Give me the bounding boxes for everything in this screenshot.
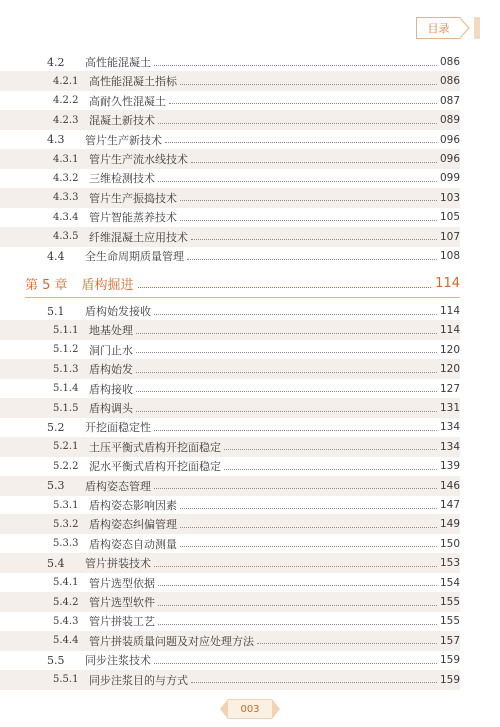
toc-leader-dots — [154, 65, 437, 66]
toc-leader-dots — [154, 488, 437, 489]
toc-entry-number: 4.3.5 — [53, 231, 79, 243]
toc-leader-dots — [154, 663, 437, 664]
toc-leader-dots — [158, 123, 437, 124]
toc-entry-number: 5.4.1 — [53, 577, 79, 589]
toc-leader-dots — [257, 643, 437, 644]
toc-entry-page: 114 — [439, 305, 460, 317]
toc-entry-number: 5.3.2 — [53, 518, 79, 530]
toc-entry[interactable] — [0, 227, 460, 247]
toc-entry-page: 155 — [439, 615, 460, 628]
toc-entry-title: 管片拼装技术 — [85, 557, 151, 571]
toc-leader-dots — [224, 469, 437, 470]
chapter-title: 盾构掘进 — [81, 277, 134, 293]
page-number: 003 — [240, 703, 260, 715]
toc-entry[interactable] — [0, 631, 460, 651]
toc-entry[interactable] — [0, 495, 460, 515]
toc-entry-number: 5.3.1 — [53, 499, 79, 511]
toc-entry[interactable] — [0, 340, 460, 360]
toc-entry-title: 盾构姿态管理 — [85, 479, 151, 493]
toc-entry-number: 4.3 — [47, 133, 65, 147]
toc-entry-title: 开挖面稳定性 — [85, 421, 151, 435]
toc-leader-dots — [136, 391, 437, 392]
toc-leader-dots — [158, 181, 437, 182]
toc-entry-page: 096 — [439, 153, 460, 165]
toc-entry-page: 114 — [439, 324, 460, 337]
toc-leader-dots — [180, 508, 437, 509]
toc-leader-dots — [191, 682, 437, 683]
chapter-divider — [25, 297, 460, 298]
chapter-number: 第 5 章 — [25, 277, 68, 293]
toc-leader-dots — [158, 624, 437, 625]
toc-entry[interactable] — [0, 188, 460, 208]
toc-leader-dots — [180, 84, 437, 85]
toc-entry-page: 157 — [439, 634, 460, 647]
toc-leader-dots — [191, 162, 437, 163]
toc-entry-number: 4.2 — [47, 55, 65, 69]
toc-entry-number: 5.4.2 — [53, 596, 79, 608]
toc-entry[interactable] — [0, 456, 460, 476]
toc-entry-title: 管片生产振捣技术 — [89, 191, 177, 205]
toc-entry-page: 139 — [439, 460, 460, 473]
toc-entry-number: 5.2.2 — [53, 460, 79, 472]
toc-entry[interactable] — [0, 398, 460, 418]
toc-entry-title: 三维检测技术 — [89, 172, 155, 186]
toc-entry-number: 5.1.5 — [53, 402, 79, 414]
toc-leader-dots — [154, 314, 437, 315]
toc-entry-page: 146 — [439, 479, 460, 492]
toc-entry-title: 盾构姿态自动测量 — [89, 537, 177, 551]
toc-entry[interactable] — [0, 379, 460, 399]
toc-entry[interactable] — [0, 592, 460, 612]
chapter-5-heading[interactable] — [25, 271, 460, 295]
toc-entry-number: 5.5 — [47, 653, 65, 667]
toc-entry-number: 5.5.1 — [53, 674, 79, 686]
toc-entry[interactable] — [0, 149, 460, 169]
toc-entry-title: 管片选型软件 — [89, 596, 155, 609]
toc-leader-dots — [169, 103, 437, 104]
toc-entry-title: 高耐久性混凝土 — [89, 94, 166, 108]
toc-leader-dots — [158, 605, 437, 606]
page-number-badge — [228, 699, 272, 719]
toc-entry-title: 全生命周期质量管理 — [85, 250, 184, 263]
toc-entry-number: 5.2.1 — [53, 441, 79, 453]
toc-entry-title: 洞门止水 — [89, 343, 133, 357]
toc-entry-page: 159 — [439, 673, 460, 686]
header-stripe — [474, 17, 480, 39]
toc-entry-number: 4.4 — [47, 249, 65, 263]
toc-entry-number: 5.4 — [47, 556, 65, 570]
toc-leader-dots — [136, 411, 437, 412]
toc-leader-dots — [180, 200, 437, 201]
toc-entry-title: 管片智能蒸养技术 — [89, 211, 177, 225]
toc-leader-dots — [158, 585, 437, 586]
toc-entry-page: 131 — [439, 402, 460, 414]
toc-entry-page: 154 — [439, 576, 460, 589]
toc-leader-dots — [180, 546, 437, 547]
toc-entry-page: 103 — [439, 191, 460, 204]
toc-leader-dots — [180, 220, 437, 221]
toc-entry-number: 4.2.3 — [53, 114, 79, 126]
toc-entry-page: 150 — [439, 537, 460, 550]
toc-leader-dots — [136, 333, 437, 334]
toc-entry-title: 盾构调头 — [89, 402, 133, 415]
toc-entry-page: 134 — [439, 421, 460, 434]
toc-leader-dots — [136, 372, 437, 373]
toc-leader-dots — [165, 142, 437, 143]
toc-entry[interactable] — [0, 52, 460, 72]
toc-leader-dots — [154, 430, 437, 431]
toc-entry[interactable] — [0, 553, 460, 573]
toc-entry-title: 纤维混凝土应用技术 — [89, 230, 188, 244]
toc-header-label: 目录 — [427, 22, 450, 35]
toc-entry-title: 管片选型依据 — [89, 576, 155, 590]
toc-entry-title: 地基处理 — [89, 324, 133, 338]
toc-entry[interactable] — [0, 320, 460, 340]
toc-entry-title: 管片拼装质量问题及对应处理方法 — [89, 634, 254, 648]
toc-entry-page: 120 — [439, 343, 460, 356]
toc-entry-title: 高性能混凝土 — [85, 56, 151, 69]
toc-entry-number: 4.3.4 — [53, 211, 79, 223]
toc-entry-number: 5.1.4 — [53, 383, 79, 395]
toc-entry-page: 127 — [439, 382, 460, 395]
toc-entry[interactable] — [0, 110, 460, 130]
toc-leader-dots — [187, 259, 437, 260]
footer-right-arrow-icon — [272, 699, 280, 719]
toc-leader-dots — [191, 239, 437, 240]
toc-entry[interactable] — [0, 207, 460, 227]
toc-entry-title: 土压平衡式盾构开挖面稳定 — [89, 440, 221, 454]
toc-entry[interactable] — [0, 650, 460, 670]
toc-entry-number: 5.3.3 — [53, 538, 79, 550]
footer-left-arrow-icon — [220, 699, 228, 719]
toc-leader-dots — [154, 566, 437, 567]
toc-entry[interactable] — [0, 514, 460, 534]
toc-entry-title: 同步注浆技术 — [85, 654, 151, 668]
toc-entry-number: 5.1.3 — [53, 363, 79, 375]
toc-entry-number: 4.2.1 — [53, 75, 79, 87]
toc-entry-page: 120 — [439, 363, 460, 376]
toc-entry-page: 086 — [439, 75, 460, 88]
toc-entry-title: 盾构姿态影响因素 — [89, 499, 177, 512]
toc-entry-number: 5.4.3 — [53, 615, 79, 627]
toc-entry-page: 134 — [439, 440, 460, 453]
toc-entry-page: 159 — [439, 654, 460, 667]
toc-entry[interactable] — [0, 670, 460, 690]
toc-entry[interactable] — [0, 573, 460, 593]
toc-entry-title: 管片生产流水线技术 — [89, 153, 188, 166]
header-arrow-inner — [459, 18, 468, 38]
toc-entry[interactable] — [0, 71, 460, 91]
toc-entry[interactable] — [0, 534, 460, 554]
toc-entry-title: 高性能混凝土指标 — [89, 75, 177, 89]
toc-leader-dots — [224, 449, 437, 450]
toc-entry-page: 155 — [439, 596, 460, 608]
chapter-leader-dots — [138, 287, 432, 288]
toc-entry-number: 5.1.1 — [53, 324, 79, 336]
toc-entry-number: 5.4.4 — [53, 635, 79, 647]
toc-entry-title: 盾构始发 — [89, 363, 133, 377]
toc-entry-page: 105 — [439, 211, 460, 224]
toc-entry[interactable] — [0, 246, 460, 266]
toc-entry[interactable] — [0, 437, 460, 457]
toc-entry-title: 盾构姿态纠偏管理 — [89, 518, 177, 532]
toc-entry-title: 混凝土新技术 — [89, 114, 155, 128]
toc-entry-page: 149 — [439, 518, 460, 531]
toc-entry-title: 同步注浆目的与方式 — [89, 673, 188, 687]
toc-leader-dots — [180, 527, 437, 528]
toc-entry-title: 盾构始发接收 — [85, 305, 151, 318]
toc-entry[interactable] — [0, 168, 460, 188]
toc-entry-page: 096 — [439, 133, 460, 146]
toc-entry-page: 147 — [439, 499, 460, 511]
toc-entry-number: 5.3 — [47, 479, 65, 493]
toc-entry-title: 盾构接收 — [89, 382, 133, 396]
toc-entry-page: 089 — [439, 114, 460, 127]
toc-entry-page: 087 — [439, 94, 460, 107]
toc-entry[interactable] — [0, 611, 460, 631]
toc-entry-number: 5.2 — [47, 420, 65, 434]
toc-entry-number: 4.3.1 — [53, 153, 79, 165]
toc-entry-title: 泥水平衡式盾构开挖面稳定 — [89, 460, 221, 474]
toc-entry-number: 4.3.2 — [53, 172, 79, 184]
toc-entry[interactable] — [0, 130, 460, 150]
toc-entry-number: 5.1.2 — [53, 344, 79, 356]
toc-leader-dots — [136, 352, 437, 353]
toc-entry-number: 4.2.2 — [53, 95, 79, 107]
toc-entry[interactable] — [0, 301, 460, 321]
toc-entry-number: 5.1 — [47, 304, 65, 318]
toc-entry-number: 4.3.3 — [53, 192, 79, 204]
toc-entry-page: 153 — [439, 557, 460, 570]
toc-entry-title: 管片生产新技术 — [85, 133, 162, 147]
toc-entry[interactable] — [0, 476, 460, 496]
toc-entry-page: 086 — [439, 56, 460, 68]
toc-entry[interactable] — [0, 359, 460, 379]
toc-entry-page: 099 — [439, 172, 460, 185]
chapter-page: 114 — [435, 275, 460, 291]
toc-header-tab — [416, 17, 460, 39]
toc-entry-title: 管片拼装工艺 — [89, 615, 155, 629]
toc-entry-page: 107 — [439, 230, 460, 243]
toc-entry[interactable] — [0, 91, 460, 111]
toc-entry[interactable] — [0, 417, 460, 437]
toc-entry-page: 108 — [439, 250, 460, 262]
